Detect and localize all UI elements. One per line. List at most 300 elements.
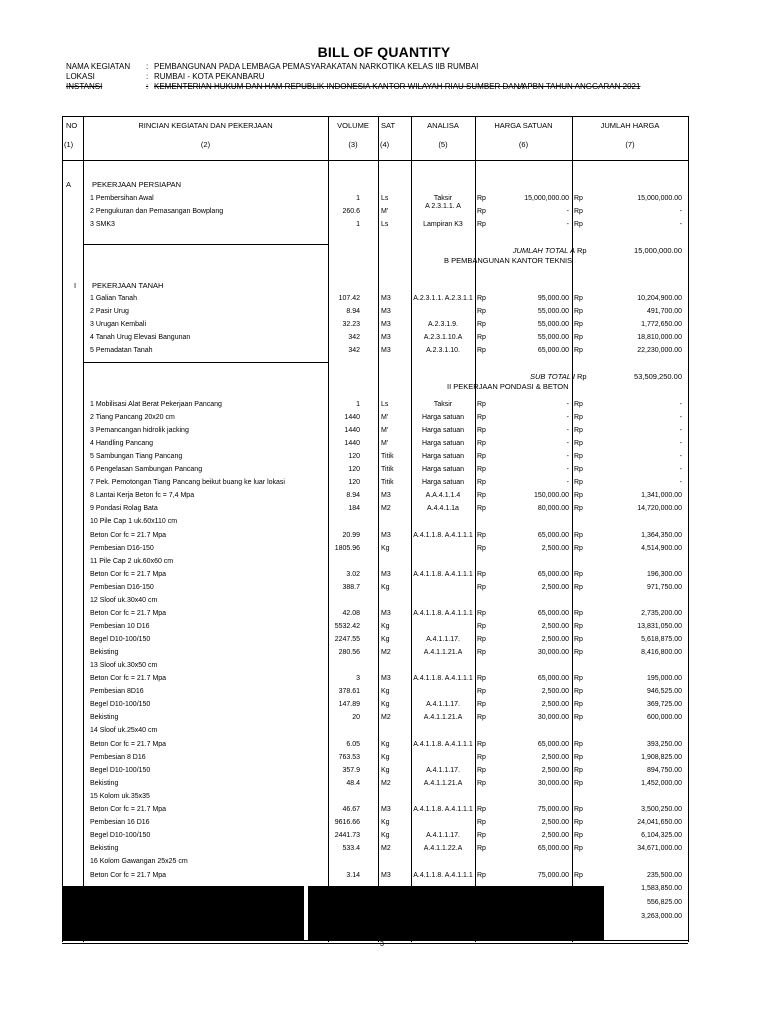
item-unit: M2: [381, 505, 391, 512]
item-description: Beton Cor fc = 21.7 Mpa: [90, 532, 167, 539]
item-description: 6 Pengelasan Sambungan Pancang: [90, 466, 203, 473]
item-description: Pembesian 16 D16: [90, 819, 150, 826]
item-volume: 120: [348, 466, 360, 473]
item-unit-price: 65,000.00: [537, 610, 569, 617]
item-rp: Rp: [477, 545, 486, 552]
item-rp: Rp: [477, 584, 486, 591]
item-total: -: [679, 440, 682, 447]
item-rp: Rp: [477, 453, 486, 460]
item-unit: M': [381, 427, 389, 434]
item-description: Pembesian 10 D16: [90, 623, 150, 630]
meta-value: RUMBAI - KOTA PEKANBARU: [154, 72, 265, 81]
item-unit-price: -: [566, 453, 569, 460]
item-rp: Rp: [477, 532, 486, 539]
item-rp: Rp: [477, 427, 486, 434]
item-rp: Rp: [477, 505, 486, 512]
meta-sep: :: [146, 72, 149, 81]
item-unit-price: 65,000.00: [537, 845, 569, 852]
item-description: 8 Lantai Kerja Beton fc = 7,4 Mpa: [90, 492, 195, 499]
item-volume: 147.89: [338, 701, 360, 708]
item-unit-price: 65,000.00: [537, 571, 569, 578]
item-total: 393,250.00: [646, 741, 682, 748]
item-description: Begel D10-100/150: [90, 832, 151, 839]
item-analysis: A.2.3.1.10.A: [423, 334, 463, 341]
item-unit-price: 30,000.00: [537, 649, 569, 656]
item-unit-price: 30,000.00: [537, 714, 569, 721]
item-volume: 1440: [344, 440, 360, 447]
item-total: -: [679, 479, 682, 486]
item-unit-price: 55,000.00: [537, 308, 569, 315]
item-volume: 6.05: [346, 741, 360, 748]
item-rp: Rp: [477, 872, 486, 879]
item-analysis: A.4.1.1.8. A.4.1.1.1: [413, 741, 473, 748]
meta-sep: :: [146, 82, 149, 91]
header-num: (5): [438, 140, 448, 149]
item-unit-price: -: [566, 414, 569, 421]
tail-value: 556,825.00: [646, 899, 682, 906]
item-unit: Titik: [381, 479, 394, 486]
item-analysis: A.4.1.1.8. A.4.1.1.1: [413, 675, 473, 682]
item-unit: Ls: [381, 401, 389, 408]
item-unit-price: 95,000.00: [537, 295, 569, 302]
header-num: (1): [64, 140, 74, 149]
item-total: 18,810,000.00: [637, 334, 682, 341]
item-description: 4 Tanah Urug Elevasi Bangunan: [90, 334, 191, 341]
section-rule: [83, 362, 328, 363]
header-num: (2): [200, 140, 211, 149]
item-total: 4,514,900.00: [641, 545, 682, 552]
item-description: 5 Pemadatan Tanah: [90, 347, 153, 354]
item-total: 15,000,000.00: [637, 195, 682, 202]
item-unit: Kg: [381, 701, 390, 708]
item-rp: Rp: [574, 295, 583, 302]
item-analysis: A.4.1.1.17.: [426, 767, 460, 774]
col-rule: [688, 116, 689, 942]
item-description: 16 Kolom Gawangan 25x25 cm: [90, 858, 188, 865]
meta-extra: : APBN TAHUN ANGGARAN 2021: [518, 82, 641, 91]
item-analysis: A.A.4.1.1.4: [425, 492, 461, 499]
redaction-block: [62, 886, 304, 940]
header-rincian: RINCIAN KEGIATAN DAN PEKERJAAN: [138, 121, 273, 130]
item-unit-price: 65,000.00: [537, 347, 569, 354]
item-description: Beton Cor fc = 21.7 Mpa: [90, 806, 167, 813]
header-analisa: ANALISA: [427, 121, 459, 130]
item-unit-price: 150,000.00: [533, 492, 569, 499]
col-rule: [378, 116, 379, 942]
item-total: 491,700.00: [646, 308, 682, 315]
item-analysis: Harga satuan: [421, 427, 465, 434]
item-rp: Rp: [574, 492, 583, 499]
item-unit-price: 65,000.00: [537, 532, 569, 539]
item-description: 9 Pondasi Rolag Bata: [90, 505, 158, 512]
item-description: 3 Urugan Kembali: [90, 321, 147, 328]
item-description: Pembesian 8 D16: [90, 754, 146, 761]
item-volume: 763.53: [338, 754, 360, 761]
item-total: 24,041,650.00: [637, 819, 682, 826]
item-volume: 48.4: [346, 780, 360, 787]
item-unit: Kg: [381, 584, 390, 591]
item-analysis: Harga satuan: [421, 453, 465, 460]
item-rp: Rp: [574, 767, 583, 774]
item-rp: Rp: [574, 479, 583, 486]
item-analysis: Taksir: [433, 195, 453, 202]
item-analysis: A.2.3.1.10.: [426, 347, 460, 354]
item-rp: Rp: [574, 401, 583, 408]
item-description: 2 Tiang Pancang 20x20 cm: [90, 414, 175, 421]
section-no: A: [66, 180, 72, 189]
item-rp: Rp: [574, 872, 583, 879]
item-rp: Rp: [477, 221, 486, 228]
item-rp: Rp: [477, 440, 486, 447]
item-description: 2 Pasir Urug: [90, 308, 129, 315]
item-analysis-2: A 2.3.1.1. A: [425, 203, 461, 210]
item-unit-price: -: [566, 440, 569, 447]
item-total: 5,618,875.00: [641, 636, 682, 643]
item-description: 5 Sambungan Tiang Pancang: [90, 453, 183, 460]
item-rp: Rp: [574, 221, 583, 228]
item-volume: 2441.73: [334, 832, 360, 839]
item-analysis: A.4.1.1.8. A.4.1.1.1: [413, 571, 473, 578]
item-rp: Rp: [574, 688, 583, 695]
item-rp: Rp: [477, 208, 486, 215]
item-description: Beton Cor fc = 21.7 Mpa: [90, 741, 167, 748]
item-rp: Rp: [477, 845, 486, 852]
item-rp: Rp: [574, 571, 583, 578]
item-description: Begel D10-100/150: [90, 701, 151, 708]
item-unit-price: 2,500.00: [541, 584, 569, 591]
item-rp: Rp: [477, 649, 486, 656]
item-rp: Rp: [477, 610, 486, 617]
item-unit: M3: [381, 347, 391, 354]
item-volume: 1440: [344, 414, 360, 421]
item-description: 4 Handling Pancang: [90, 440, 154, 447]
meta-label: NAMA KEGIATAN: [66, 62, 131, 71]
item-total: 946,525.00: [646, 688, 682, 695]
item-total: -: [679, 466, 682, 473]
item-analysis: A.4.1.1.21.A: [423, 714, 463, 721]
item-description: 11 Pile Cap 2 uk.60x60 cm: [90, 558, 174, 565]
item-unit: Titik: [381, 453, 394, 460]
item-rp: Rp: [574, 649, 583, 656]
item-rp: Rp: [574, 610, 583, 617]
item-volume: 3: [356, 675, 360, 682]
item-unit: M3: [381, 308, 391, 315]
header-num: (6): [518, 140, 529, 149]
item-unit: Kg: [381, 688, 390, 695]
item-analysis: A.4.1.1.8. A.4.1.1.1: [413, 806, 473, 813]
total-value: 53,509,250.00: [634, 372, 682, 381]
item-unit-price: 2,500.00: [541, 819, 569, 826]
item-description: Bekisting: [90, 649, 119, 656]
item-volume: 260.6: [342, 208, 360, 215]
tail-value: 1,583,850.00: [641, 885, 682, 892]
item-total: -: [679, 401, 682, 408]
item-description: Beton Cor fc = 21.7 Mpa: [90, 872, 167, 879]
item-rp: Rp: [477, 636, 486, 643]
item-total: 34,671,000.00: [637, 845, 682, 852]
total-label: JUMLAH TOTAL A: [512, 246, 575, 255]
item-unit-price: 55,000.00: [537, 321, 569, 328]
item-description: 3 SMK3: [90, 221, 115, 228]
header-bottom-rule: [62, 160, 688, 161]
header-num: (3): [348, 140, 358, 149]
item-rp: Rp: [574, 466, 583, 473]
item-volume: 107.42: [338, 295, 360, 302]
item-volume: 20.99: [342, 532, 360, 539]
col-rule: [83, 116, 84, 942]
item-volume: 1: [356, 221, 360, 228]
item-unit-price: -: [566, 208, 569, 215]
item-unit: M3: [381, 872, 391, 879]
item-unit: M3: [381, 571, 391, 578]
item-rp: Rp: [574, 545, 583, 552]
item-unit: M': [381, 440, 389, 447]
item-rp: Rp: [477, 414, 486, 421]
item-volume: 8.94: [346, 492, 360, 499]
item-description: 15 Kolom uk.35x35: [90, 793, 150, 800]
item-analysis: A.2.3.1.9.: [428, 321, 458, 328]
item-rp: Rp: [574, 195, 583, 202]
item-rp: Rp: [477, 754, 486, 761]
item-analysis: Harga satuan: [421, 414, 465, 421]
item-unit: M': [381, 208, 389, 215]
item-rp: Rp: [574, 714, 583, 721]
item-volume: 184: [348, 505, 360, 512]
header-sat: SAT: [381, 121, 396, 130]
next-section: II PEKERJAAN PONDASI & BETON: [447, 382, 569, 391]
item-rp: Rp: [477, 688, 486, 695]
item-total: 1,772,650.00: [641, 321, 682, 328]
item-unit: Kg: [381, 623, 390, 630]
item-description: 1 Pembersihan Awal: [90, 195, 154, 202]
col-rule: [62, 116, 63, 942]
item-volume: 120: [348, 479, 360, 486]
item-unit-price: 2,500.00: [541, 767, 569, 774]
item-unit-price: -: [566, 427, 569, 434]
item-total: 1,452,000.00: [641, 780, 682, 787]
item-rp: Rp: [477, 701, 486, 708]
item-total: 2,735,200.00: [641, 610, 682, 617]
item-description: Pembesian 8D16: [90, 688, 144, 695]
item-volume: 342: [348, 347, 360, 354]
item-analysis: Harga satuan: [421, 440, 465, 447]
section-no: I: [74, 281, 77, 290]
item-total: -: [679, 221, 682, 228]
item-description: 13 Sloof uk.30x50 cm: [90, 662, 158, 669]
item-description: Beton Cor fc = 21.7 Mpa: [90, 571, 167, 578]
item-description: Begel D10-100/150: [90, 767, 151, 774]
item-analysis: Harga satuan: [421, 479, 465, 486]
item-rp: Rp: [477, 675, 486, 682]
header-volume: VOLUME: [337, 121, 369, 130]
item-volume: 357.9: [342, 767, 360, 774]
item-unit: Kg: [381, 832, 390, 839]
section-rule: [83, 244, 328, 245]
item-description: Beton Cor fc = 21.7 Mpa: [90, 610, 167, 617]
meta-value: PEMBANGUNAN PADA LEMBAGA PEMASYARAKATAN NARKOTIKA KELAS IIB RUMBAI: [154, 62, 479, 71]
item-unit-price: 30,000.00: [537, 780, 569, 787]
header-num: (4): [380, 140, 390, 149]
item-analysis: A.4.1.1.21.A: [423, 780, 463, 787]
item-unit: Kg: [381, 819, 390, 826]
item-analysis: A.4.1.1.8. A.4.1.1.1: [413, 532, 473, 539]
item-description: 7 Pek. Pemotongan Tiang Pancang beikut buang ke luar lokasi: [90, 479, 285, 486]
item-unit: Ls: [381, 221, 389, 228]
item-total: 195,000.00: [646, 675, 682, 682]
item-unit: M3: [381, 675, 391, 682]
item-analysis: A.4.1.1.22.A: [423, 845, 463, 852]
item-unit: M2: [381, 714, 391, 721]
item-unit: Kg: [381, 754, 390, 761]
item-unit: M2: [381, 845, 391, 852]
item-rp: Rp: [574, 440, 583, 447]
meta-value: KEMENTERIAN HUKUM DAN HAM REPUBLIK INDONESIA KANTOR WILAYAH RIAU SUMBER DANA: [154, 82, 525, 91]
item-volume: 1: [356, 195, 360, 202]
item-unit-price: 2,500.00: [541, 636, 569, 643]
item-unit-price: 2,500.00: [541, 623, 569, 630]
item-unit: M2: [381, 780, 391, 787]
item-rp: Rp: [477, 466, 486, 473]
item-total: 1,364,350.00: [641, 532, 682, 539]
item-unit: Kg: [381, 545, 390, 552]
item-volume: 2247.55: [334, 636, 360, 643]
item-volume: 46.67: [342, 806, 360, 813]
item-rp: Rp: [477, 819, 486, 826]
item-unit: M3: [381, 492, 391, 499]
item-rp: Rp: [574, 741, 583, 748]
item-volume: 20: [352, 714, 360, 721]
item-total: 894,750.00: [646, 767, 682, 774]
item-analysis: A.4.1.1.8. A.4.1.1.1: [413, 872, 473, 879]
item-unit-price: -: [566, 401, 569, 408]
item-total: 600,000.00: [646, 714, 682, 721]
item-unit: Kg: [381, 636, 390, 643]
item-volume: 378.61: [338, 688, 360, 695]
item-rp: Rp: [477, 492, 486, 499]
item-rp: Rp: [477, 832, 486, 839]
item-unit: M3: [381, 334, 391, 341]
item-rp: Rp: [574, 505, 583, 512]
item-unit: M2: [381, 649, 391, 656]
item-rp: Rp: [477, 195, 486, 202]
item-description: 14 Sloof uk.25x40 cm: [90, 727, 158, 734]
item-total: -: [679, 414, 682, 421]
item-total: 1,341,000.00: [641, 492, 682, 499]
item-rp: Rp: [574, 334, 583, 341]
item-total: 196,300.00: [646, 571, 682, 578]
item-rp: Rp: [477, 401, 486, 408]
item-analysis: Harga satuan: [421, 466, 465, 473]
item-rp: Rp: [574, 754, 583, 761]
item-total: 8,416,800.00: [641, 649, 682, 656]
item-rp: Rp: [574, 208, 583, 215]
section-title: PEKERJAAN TANAH: [92, 281, 164, 290]
item-rp: Rp: [574, 832, 583, 839]
item-rp: Rp: [477, 806, 486, 813]
item-rp: Rp: [574, 701, 583, 708]
item-rp: Rp: [574, 453, 583, 460]
item-rp: Rp: [574, 427, 583, 434]
page-title: BILL OF QUANTITY: [317, 44, 451, 60]
item-description: 2 Pengukuran dan Pemasangan Bowplang: [90, 208, 224, 215]
header-jumlah: JUMLAH HARGA: [600, 121, 660, 130]
item-total: 369,725.00: [646, 701, 682, 708]
item-total: -: [679, 208, 682, 215]
item-rp: Rp: [574, 623, 583, 630]
item-volume: 120: [348, 453, 360, 460]
redaction-block: [308, 886, 604, 940]
item-rp: Rp: [477, 571, 486, 578]
item-unit-price: 2,500.00: [541, 688, 569, 695]
item-rp: Rp: [477, 321, 486, 328]
item-unit-price: 2,500.00: [541, 754, 569, 761]
item-volume: 3.14: [346, 872, 360, 879]
total-rp: Rp: [577, 372, 587, 381]
item-total: 3,500,250.00: [641, 806, 682, 813]
meta-sep: :: [146, 62, 149, 71]
item-analysis: A.4.1.1.17.: [426, 636, 460, 643]
item-rp: Rp: [574, 675, 583, 682]
item-total: -: [679, 453, 682, 460]
item-volume: 1: [356, 401, 360, 408]
header-num: (7): [625, 140, 635, 149]
item-unit: M3: [381, 532, 391, 539]
item-description: 12 Sloof uk.30x40 cm: [90, 597, 158, 604]
item-analysis: A.4.1.1.17.: [426, 701, 460, 708]
item-analysis: Taksir: [433, 401, 453, 408]
item-unit: M3: [381, 610, 391, 617]
item-unit-price: -: [566, 479, 569, 486]
item-unit-price: 80,000.00: [537, 505, 569, 512]
item-total: 971,750.00: [646, 584, 682, 591]
item-volume: 3.02: [346, 571, 360, 578]
item-unit-price: 65,000.00: [537, 741, 569, 748]
item-unit: Kg: [381, 767, 390, 774]
item-unit: M3: [381, 321, 391, 328]
item-unit: Titik: [381, 466, 394, 473]
item-volume: 388.7: [342, 584, 360, 591]
item-rp: Rp: [574, 347, 583, 354]
item-analysis: A.4.1.1.21.A: [423, 649, 463, 656]
item-rp: Rp: [477, 334, 486, 341]
item-description: Beton Cor fc = 21.7 Mpa: [90, 675, 167, 682]
next-section: B PEMBANGUNAN KANTOR TEKNIS: [444, 256, 573, 265]
item-rp: Rp: [574, 819, 583, 826]
item-analysis: A.4.4.1.1a: [427, 505, 459, 512]
meta-label: LOKASI: [66, 72, 95, 81]
item-total: 6,104,325.00: [641, 832, 682, 839]
header-no: NO: [66, 121, 78, 130]
item-description: Bekisting: [90, 845, 119, 852]
total-rp: Rp: [577, 246, 587, 255]
tail-value: 3,263,000.00: [641, 913, 682, 920]
item-volume: 1805.96: [334, 545, 360, 552]
item-total: 14,720,000.00: [637, 505, 682, 512]
item-total: 1,908,825.00: [641, 754, 682, 761]
item-rp: Rp: [477, 714, 486, 721]
item-unit-price: 55,000.00: [537, 334, 569, 341]
item-rp: Rp: [574, 414, 583, 421]
item-unit-price: 65,000.00: [537, 675, 569, 682]
item-unit-price: 15,000,000.00: [524, 195, 569, 202]
item-volume: 280.56: [338, 649, 360, 656]
item-unit-price: 2,500.00: [541, 545, 569, 552]
item-description: 1 Galian Tanah: [90, 295, 137, 302]
col-rule: [475, 116, 476, 942]
item-volume: 533.4: [342, 845, 360, 852]
item-unit-price: 2,500.00: [541, 832, 569, 839]
item-volume: 8.94: [346, 308, 360, 315]
